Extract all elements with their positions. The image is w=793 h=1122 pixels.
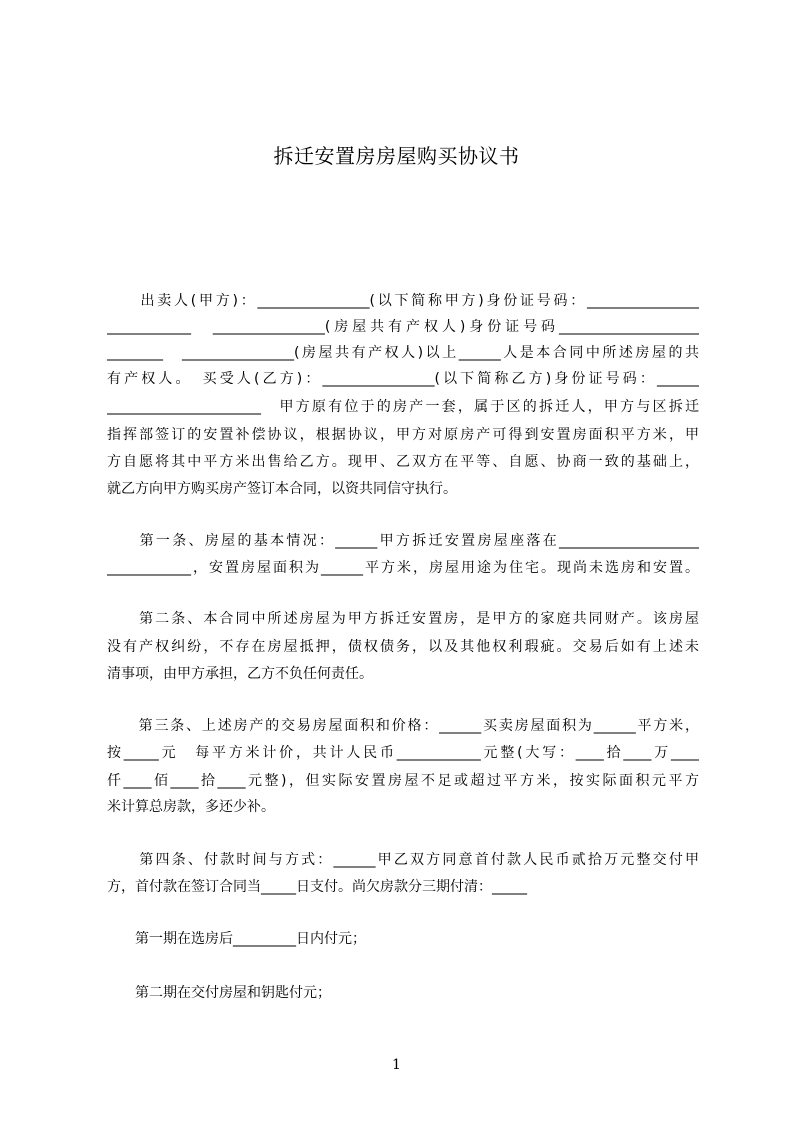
article-3-line-4: 米计算总房款，多还少补。 [107, 799, 275, 815]
article-3-line-3: 仟____佰____拾____元整)，但实际安置房屋不足或超过平方米，按实际面积元平方 [107, 773, 699, 789]
preamble-line-8: 就乙方向甲方购买房产签订本合同，以资共同信守执行。 [107, 481, 457, 497]
preamble-line-7: 方自愿将其中平方米出售给乙方。现甲、乙双方在平等、自愿、协商一致的基础上， [107, 454, 699, 470]
preamble-line-5: ______________________ 甲方原有位于的房产一套，属于区的拆迁人，甲方与区拆迁 [107, 399, 699, 415]
article-4-line-2: 方，首付款在签订合同当_____日支付。尚欠房款分三期付清：_____ [107, 879, 527, 895]
article-1-line-2: ____________，安置房屋面积为______平方米，房屋用途为住宅。现尚未选房和安置。 [107, 560, 699, 576]
article-3-line-1: 第三条、上述房产的交易房屋面积和价格：______买卖房屋面积为______平方米， [107, 718, 699, 734]
preamble-line-4: 有产权人。 买受人(乙方)：________________(以下简称乙方)身份证号码：______ [107, 371, 699, 387]
document-title: 拆迁安置房房屋购买协议书 [273, 144, 520, 168]
installment-1: 第一期在选房后_________日内付元； [107, 931, 366, 947]
article-2-line-2: 没有产权纠纷，不存在房屋抵押，债权债务，以及其他权利瑕疵。交易后如有上述未 [107, 639, 699, 655]
preamble-line-3: ________ ________________(房屋共有产权人)以上______人是本合同中所述房屋的共 [107, 345, 699, 361]
installment-2: 第二期在交付房屋和钥匙付元； [107, 985, 331, 1001]
article-2-line-1: 第二条、本合同中所述房屋为甲方拆迁安置房，是甲方的家庭共同财产。该房屋 [107, 611, 699, 627]
article-1-line-1: 第一条、房屋的基本情况：______甲方拆迁安置房屋座落在____________________ [107, 533, 699, 549]
article-2-line-3: 清事项，由甲方承担，乙方不负任何责任。 [107, 666, 373, 682]
page-number: 1 [392, 1057, 401, 1073]
article-4-line-1: 第四条、付款时间与方式：______甲乙双方同意首付款人民币贰拾万元整交付甲 [107, 852, 699, 868]
preamble-line-2: ____________ ________________(房屋共有产权人)身份证号码____________________ [107, 319, 699, 335]
article-3-line-2: 按_____元 每平方米计价，共计人民币____________元整(大写：____拾____万____ [107, 745, 699, 761]
preamble-line-1: 出卖人(甲方)：________________(以下简称甲方)身份证号码：________________ [107, 293, 699, 309]
preamble-line-6: 指挥部签订的安置补偿协议，根据协议，甲方对原房产可得到安置房面积平方米，甲 [107, 427, 699, 443]
